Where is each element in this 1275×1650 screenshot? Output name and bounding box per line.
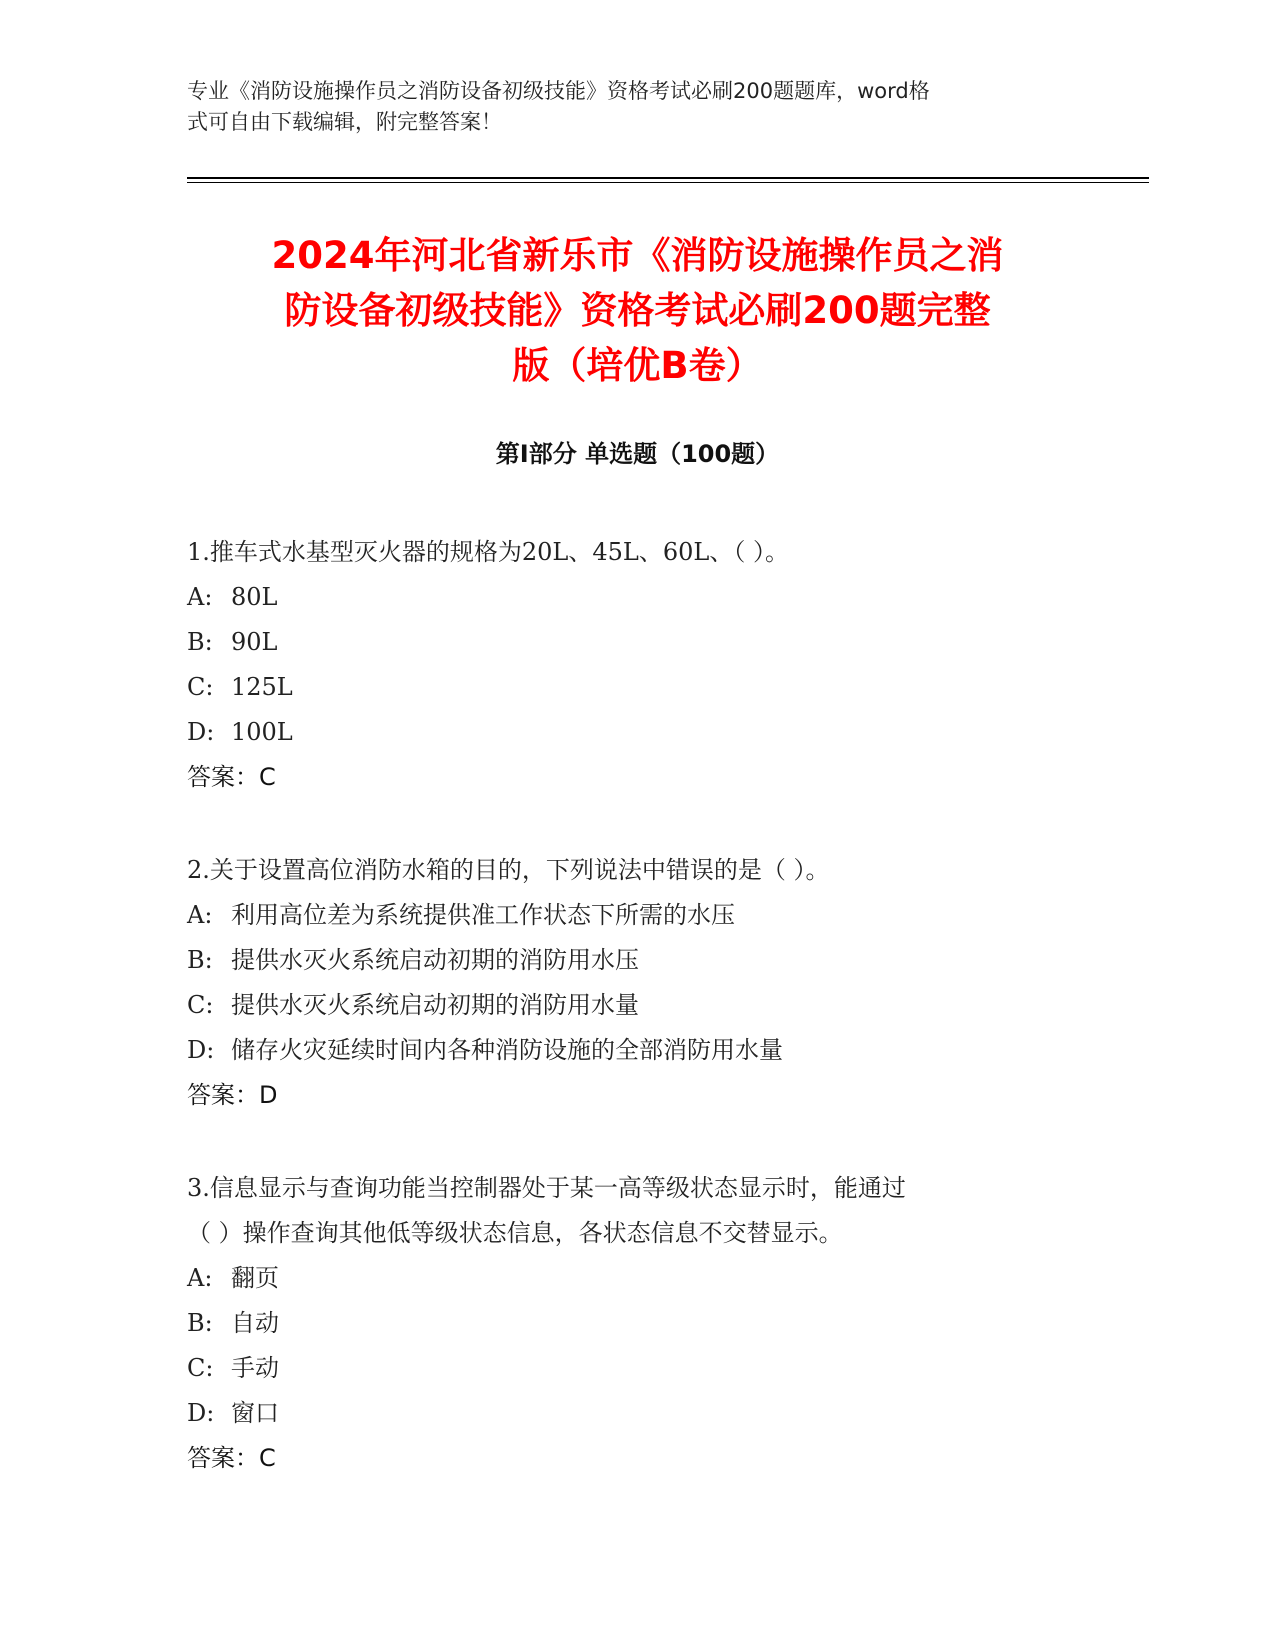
- question-3: [187, 1166, 1117, 1481]
- option-letter: B:: [187, 946, 213, 974]
- section-title: 第Ⅰ部分 单选题（100题）: [495, 440, 780, 468]
- question-stem: 2.关于设置高位消防水箱的目的，下列说法中错误的是（ ）。: [187, 856, 830, 884]
- option-letter: A:: [187, 583, 213, 611]
- option-b: [187, 620, 1117, 665]
- document-title-line-3: 版（培优B卷）: [512, 344, 763, 387]
- option-text: 提供水灭火系统启动初期的消防用水压: [231, 946, 639, 974]
- option-text: 翻页: [231, 1264, 279, 1292]
- option-b: [187, 938, 1117, 983]
- option-d: [187, 1391, 1117, 1436]
- option-letter: B:: [187, 628, 213, 656]
- question-stem-line-1: 3.信息显示与查询功能当控制器处于某一高等级状态显示时，能通过: [187, 1174, 906, 1202]
- option-text: 80L: [231, 583, 278, 611]
- question-stem-line-2: （ ）操作查询其他低等级状态信息，各状态信息不交替显示。: [187, 1219, 843, 1247]
- option-a: [187, 1256, 1117, 1301]
- question-stem: 1.推车式水基型灭火器的规格为20L、45L、60L、（ ）。: [187, 538, 789, 566]
- option-text: 窗口: [231, 1399, 279, 1427]
- header-note-line-2: 式可自由下载编辑，附完整答案！: [187, 110, 502, 134]
- option-letter: D:: [187, 1399, 215, 1427]
- option-text: 100L: [231, 718, 293, 746]
- document-title-line-2: 防设备初级技能》资格考试必刷200题完整: [284, 289, 991, 332]
- answer-line: 答案：C: [187, 1444, 276, 1472]
- option-text: 提供水灭火系统启动初期的消防用水量: [231, 991, 639, 1019]
- option-letter: D:: [187, 718, 215, 746]
- option-a: [187, 893, 1117, 938]
- answer-line: 答案：D: [187, 1081, 278, 1109]
- option-letter: B:: [187, 1309, 213, 1337]
- option-letter: C:: [187, 673, 214, 701]
- header-note: [187, 76, 1087, 138]
- option-text: 自动: [231, 1309, 279, 1337]
- option-text: 利用高位差为系统提供准工作状态下所需的水压: [231, 901, 735, 929]
- option-d: [187, 710, 1117, 755]
- document-title: [175, 228, 1100, 393]
- option-text: 125L: [231, 673, 293, 701]
- option-c: [187, 1346, 1117, 1391]
- question-2: [187, 848, 1117, 1118]
- option-text: 90L: [231, 628, 278, 656]
- option-c: [187, 983, 1117, 1028]
- option-letter: C:: [187, 1354, 214, 1382]
- option-c: [187, 665, 1117, 710]
- header-divider-thin: [187, 182, 1149, 183]
- option-letter: C:: [187, 991, 214, 1019]
- option-a: [187, 575, 1117, 620]
- option-letter: A:: [187, 901, 213, 929]
- option-b: [187, 1301, 1117, 1346]
- option-text: 手动: [231, 1354, 279, 1382]
- option-text: 储存火灾延续时间内各种消防设施的全部消防用水量: [231, 1036, 783, 1064]
- answer-line: 答案：C: [187, 763, 276, 791]
- header-divider-thick: [187, 177, 1149, 179]
- option-letter: D:: [187, 1036, 215, 1064]
- document-title-line-1: 2024年河北省新乐市《消防设施操作员之消: [271, 234, 1004, 277]
- question-1: [187, 530, 1117, 800]
- option-letter: A:: [187, 1264, 213, 1292]
- option-d: [187, 1028, 1117, 1073]
- header-note-line-1: 专业《消防设施操作员之消防设备初级技能》资格考试必刷200题题库，word格: [187, 79, 930, 103]
